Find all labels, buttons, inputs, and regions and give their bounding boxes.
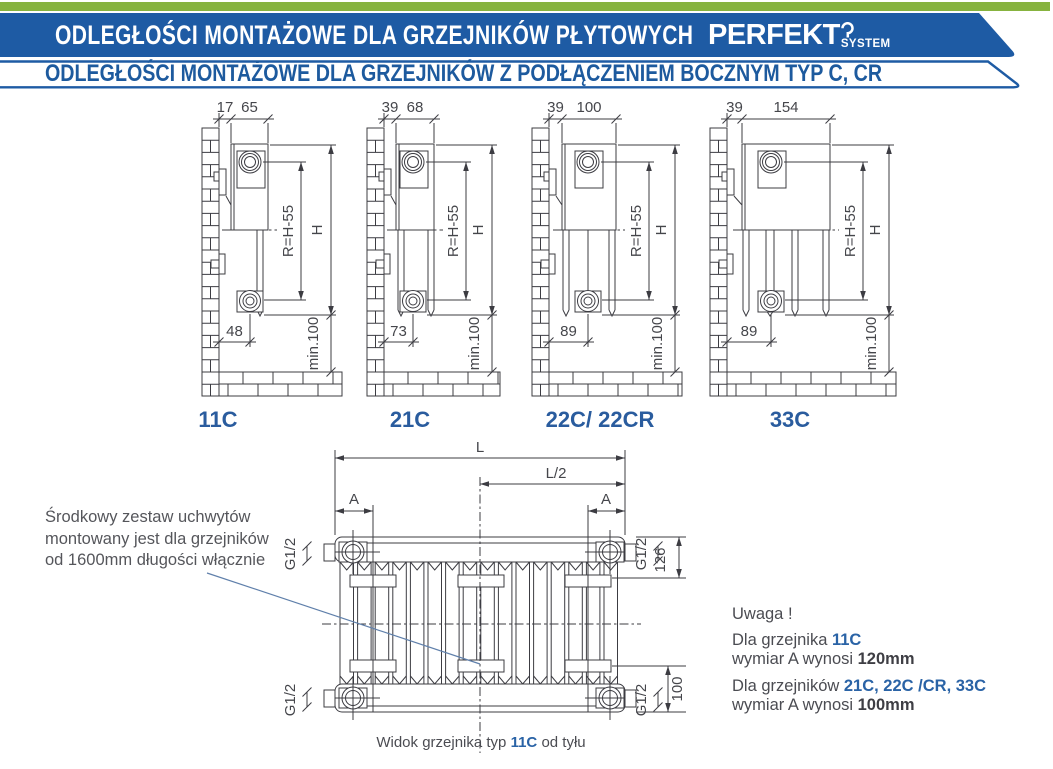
dim-label: 39 [726,99,743,116]
floor-hatch [384,372,500,396]
dim-label: min.100 [305,316,322,371]
dim-label: min.100 [466,316,483,371]
warning-line-1 [732,631,861,650]
thread-label: G1/2 [633,683,650,717]
dim-label: 68 [406,99,424,116]
brand-hook-icon [841,22,854,39]
dim-label: 39 [381,99,399,116]
dim-label: 154 [773,99,799,116]
side-diagram-11c [198,99,342,432]
dim-label: 73 [390,323,407,340]
note-line: montowany jest dla grzejników [45,529,269,548]
dimensions [378,99,497,377]
type-label: 21C [389,407,431,432]
warning-value: 100mm [857,696,915,714]
warning-line-2 [732,650,915,669]
rear-view-caption [376,734,585,751]
dim-label: A [348,491,360,508]
page-subtitle [45,59,1053,88]
warning-types: 11C [831,631,862,649]
dim-label: R=H-55 [280,204,297,258]
thread-label: G1/2 [633,537,650,571]
warning-text: Dla grzejnika [732,631,832,649]
type-label: 22C/ 22CR [545,407,655,432]
caption-suffix: od tyłu [537,734,586,751]
dim-label: min.100 [863,316,880,371]
warning-line-4 [732,696,915,715]
radiator-section [719,144,839,316]
page-title-text: ODLEGŁOŚCI MONTAŻOWE DLA GRZEJNIKÓW PŁYTOWYCH [55,19,694,50]
dim-label: 89 [740,323,758,340]
note-leader-line [207,573,480,664]
floor-hatch [549,372,682,396]
thread-label: G1/2 [282,683,299,717]
dim-label: R=H-55 [628,204,645,258]
note-line: od 1600mm długości włącznie [45,551,266,569]
dim-label: H [309,224,326,236]
dimensions [543,99,680,377]
warning-line-3 [732,677,986,696]
brand-name: PERFEKT [708,19,840,51]
radiator-section [211,144,277,316]
dim-label: H [653,224,670,236]
radiator-section [541,144,625,316]
warning-types: 21C, 22C /CR, 33C [843,677,987,695]
dim-label: R=H-55 [842,204,859,258]
page-subtitle-text: ODLEGŁOŚCI MONTAŻOWE DLA GRZEJNIKÓW Z PODŁĄCZENIEM BOCZNYM TYP C, CR [45,59,883,87]
side-diagram-21c [367,99,500,432]
dim-label: 17 [216,99,234,116]
dim-label: 65 [241,99,258,116]
dim-label: 89 [560,323,577,340]
dim-label: L/2 [545,465,567,482]
warning-text: wymiar A wynosi [732,696,858,714]
brand-subname: SYSTEM [840,37,891,50]
brand-logo [708,13,891,57]
brand-system-block [841,22,891,51]
center-bracket-note [45,507,269,572]
type-label: 33C [769,407,811,432]
thread-label: G1/2 [282,537,299,571]
dim-label: L [475,439,485,456]
dim-label: H [867,224,884,236]
side-diagram-33c [710,99,896,432]
dim-label: 100 [669,676,686,702]
warning-text: Dla grzejników [732,677,844,695]
rear-view-diagram [282,439,686,753]
warning-title: Uwaga ! [732,605,793,623]
radiator-section [376,144,443,316]
dim-label: 100 [576,99,602,116]
dim-label: 39 [547,99,564,116]
caption-type: 11C [510,734,538,751]
caption-prefix: Widok grzejnika typ [376,734,511,751]
floor-hatch [219,372,342,396]
dim-label: min.100 [649,316,666,371]
dim-label: H [470,224,487,236]
floor-hatch [727,372,896,396]
dim-label: 48 [226,323,243,340]
dimensions [213,99,336,377]
side-diagram-22c [532,99,682,432]
dim-label: 126 [652,547,669,573]
warning-value: 120mm [857,650,915,668]
note-line: Środkowy zestaw uchwytów [45,508,251,526]
green-accent-strip [0,2,1050,11]
type-label: 11C [198,407,238,432]
dim-label: A [600,491,612,508]
dimensions [721,99,894,377]
warning-text: wymiar A wynosi [732,650,858,668]
dim-label: R=H-55 [445,204,462,258]
